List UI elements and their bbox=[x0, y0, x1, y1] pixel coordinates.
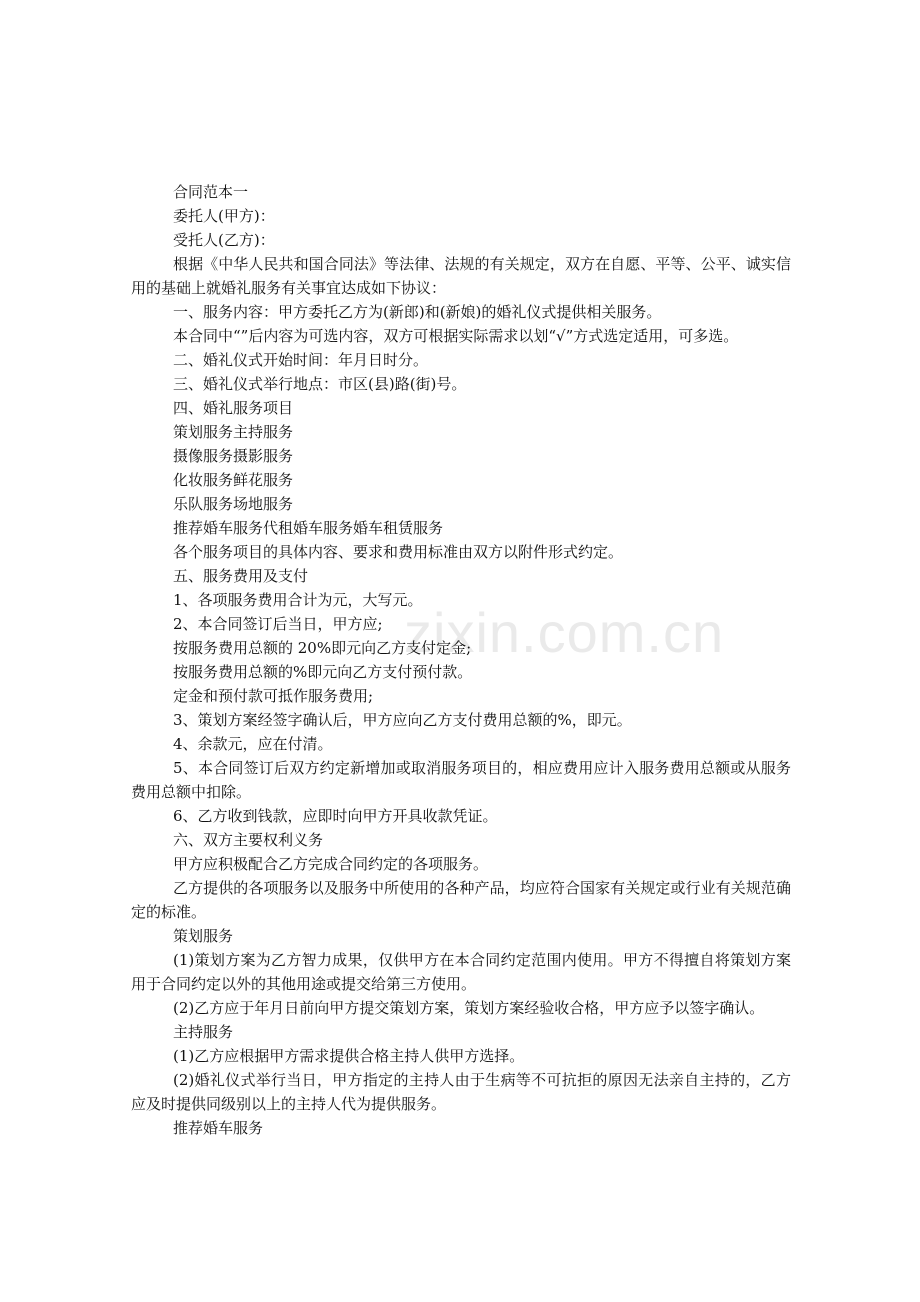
fee-item: 4、余款元，应在付清。 bbox=[173, 735, 333, 753]
rights-paragraph: 甲方应积极配合乙方完成合同约定的各项服务。 bbox=[173, 855, 489, 873]
fee-item: 3、策划方案经签字确认后，甲方应向乙方支付费用总额的%，即元。 bbox=[173, 711, 632, 729]
planning-item: (2)乙方应于年月日前向甲方提交策划方案，策划方案经验收合格，甲方应予以签字确认。 bbox=[173, 999, 765, 1017]
subheading-wedding-car: 推荐婚车服务 bbox=[173, 1119, 264, 1137]
service-items-line: 摄像服务摄影服务 bbox=[173, 447, 294, 465]
fee-item: 6、乙方收到钱款，应即时向甲方开具收款凭证。 bbox=[173, 807, 498, 825]
clause-start-time: 二、婚礼仪式开始时间：年月日时分。 bbox=[173, 351, 429, 369]
fee-item: 2、本合同签订后当日，甲方应; bbox=[173, 615, 383, 633]
fee-item: 按服务费用总额的 20%即元向乙方支付定金; bbox=[173, 639, 472, 657]
host-item: (2)婚礼仪式举行当日，甲方指定的主持人由于生病等不可抗拒的原因无法亲自主持的，乙方应及时提供同级别以上的主持人代为提供服务。 bbox=[131, 1071, 791, 1113]
preamble-paragraph: 根据《中华人民共和国合同法》等法律、法规的有关规定，双方在自愿、平等、公平、诚实信用的基础上就婚礼服务有关事宜达成如下协议： bbox=[131, 255, 791, 297]
watermark: zixin.com.cn bbox=[404, 601, 725, 664]
host-item: (1)乙方应根据甲方需求提供合格主持人供甲方选择。 bbox=[173, 1047, 525, 1065]
service-items-line: 化妆服务鲜花服务 bbox=[173, 471, 294, 489]
service-items-line: 策划服务主持服务 bbox=[173, 423, 294, 441]
fee-item: 1、各项服务费用合计为元，大写元。 bbox=[173, 591, 423, 609]
clause-venue: 三、婚礼仪式举行地点：市区(县)路(街)号。 bbox=[173, 375, 467, 393]
doc-title: 合同范本一 bbox=[173, 183, 249, 201]
clause-service-items-heading: 四、婚礼服务项目 bbox=[173, 399, 294, 417]
contract-body bbox=[131, 180, 791, 1140]
party-a-line: 委托人(甲方)： bbox=[173, 207, 275, 225]
clause-service-content: 一、服务内容：甲方委托乙方为(新郎)和(新娘)的婚礼仪式提供相关服务。 bbox=[173, 303, 662, 321]
fee-item: 按服务费用总额的%即元向乙方支付预付款。 bbox=[173, 663, 473, 681]
clause-fees-heading: 五、服务费用及支付 bbox=[173, 567, 309, 585]
service-items-line: 推荐婚车服务代租婚车服务婚车租赁服务 bbox=[173, 519, 444, 537]
planning-item: (1)策划方案为乙方智力成果，仅供甲方在本合同约定范围内使用。甲方不得擅自将策划方案用于合同约定以外的其他用途或提交给第三方使用。 bbox=[131, 951, 791, 993]
subheading-host: 主持服务 bbox=[173, 1023, 234, 1041]
rights-paragraph: 乙方提供的各项服务以及服务中所使用的各种产品，均应符合国家有关规定或行业有关规范确定的标准。 bbox=[131, 879, 791, 921]
optional-content-note: 本合同中“”后内容为可选内容，双方可根据实际需求以划“√”方式选定适用，可多选。 bbox=[173, 327, 739, 345]
subheading-planning: 策划服务 bbox=[173, 927, 234, 945]
service-items-note: 各个服务项目的具体内容、要求和费用标准由双方以附件形式约定。 bbox=[173, 543, 624, 561]
clause-rights-heading: 六、双方主要权利义务 bbox=[173, 831, 324, 849]
party-b-line: 受托人(乙方)： bbox=[173, 231, 275, 249]
fee-item: 5、本合同签订后双方约定新增加或取消服务项目的，相应费用应计入服务费用总额或从服务费用总额中扣除。 bbox=[131, 759, 791, 801]
fee-item: 定金和预付款可抵作服务费用; bbox=[173, 687, 374, 705]
service-items-line: 乐队服务场地服务 bbox=[173, 495, 294, 513]
